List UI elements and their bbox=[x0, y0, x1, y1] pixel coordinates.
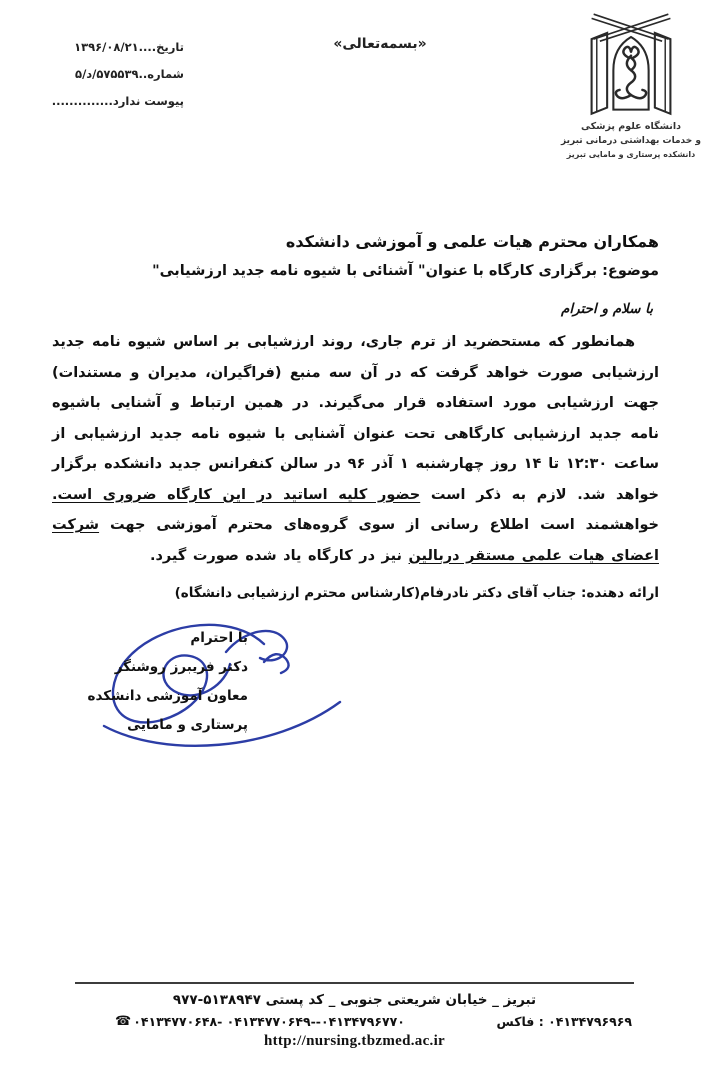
footer-address: تبریز _ خیابان شریعتی جنوبی _ کد پستی ۵۱۳۸۹۴۷-۹۷۷ bbox=[172, 992, 537, 1008]
logo-line3: دانشکده پرستاری و مامایی تبریز bbox=[566, 149, 696, 159]
phone-numbers: ۰۴۱۳۴۷۷۰۶۴۸- ۰۴۱۳۴۷۷۰۶۴۹--۰۴۱۳۴۷۹۶۷۷۰ bbox=[133, 1014, 405, 1029]
presenter-line: ارائه دهنده: جناب آقای دکتر نادرفام(کارشناس محترم ارزشیابی دانشگاه) bbox=[174, 585, 659, 601]
date-label: تاریخ bbox=[156, 40, 184, 54]
phone-icon: ☎ bbox=[115, 1014, 132, 1029]
attachment-line: پیوست ندارد.............. bbox=[51, 94, 184, 108]
signature-respect: با احترام bbox=[190, 630, 248, 646]
body-segment: شرکت اعضای هیات علمی مستقر دربالین bbox=[52, 517, 659, 564]
recipient-heading: همکاران محترم هیات علمی و آموزشی دانشکده bbox=[285, 232, 659, 251]
fax-number: ۰۴۱۳۴۷۹۶۹۶۹ : فاکس bbox=[496, 1014, 632, 1029]
body-segment: نیز در کارگاه یاد شده صورت گیرد. bbox=[149, 547, 409, 564]
number-value: ۵۷۵۵۳۹/د/۵ bbox=[75, 67, 139, 81]
logo-line2: و خدمات بهداشتی درمانی تبریز bbox=[561, 135, 701, 146]
logo-text bbox=[561, 120, 701, 161]
footer-divider bbox=[75, 982, 634, 984]
signature-title2: پرستاری و مامایی bbox=[127, 717, 248, 733]
besmellah: «بسمه‌تعالی» bbox=[333, 36, 427, 52]
subject-line: موضوع: برگزاری کارگاه با عنوان" آشنائی با شیوه نامه جدید ارزشیابی" bbox=[152, 263, 659, 279]
body-segment: حضور کلیه اساتید در این کارگاه ضروری است. bbox=[52, 486, 421, 503]
number-line bbox=[14, 67, 184, 81]
footer bbox=[75, 982, 634, 1050]
signature-title1: معاون آموزشی دانشکده bbox=[87, 688, 248, 704]
date-dots: .... bbox=[138, 40, 157, 54]
body-segment: خواهشمند است اطلاع رسانی از سوی گروه‌های محترم آموزشی جهت bbox=[99, 517, 659, 533]
salutation: با سلام و احترام bbox=[561, 301, 653, 317]
header-meta bbox=[14, 40, 184, 121]
signature-name: دکتر فریبرز روشنگر bbox=[114, 659, 248, 675]
body-segment: همانطور که مستحضرید از ترم جاری، روند ارزشیابی بر اساس شیوه نامه جدید ارزشیابی صورت خواهد گرفت که در آن سه منبع (فراگیران، مدیران و مستندات) جهت ارزشیابی مورد استفاده قرار می‌گیرند. در همین ارتباط و آشنایی باشیوه نامه جدید ارزشیابی کارگاهی تحت عنوان آشنایی با شیوه نامه جدید ارزشیابی از ساعت ۱۲:۳۰ تا ۱۴ روز چهارشنبه ۱ آذر ۹۶ در سالن کنفرانس جدید دانشکده برگزار خواهد شد. لازم به ذکر است bbox=[52, 334, 659, 503]
letter-content bbox=[52, 232, 659, 607]
university-logo bbox=[561, 8, 701, 161]
signature-block bbox=[87, 630, 248, 746]
number-dots: .. bbox=[138, 67, 148, 81]
website-url: http://nursing.tbzmed.ac.ir bbox=[263, 1033, 446, 1049]
logo-line1: دانشگاه علوم پزشکی bbox=[581, 121, 681, 132]
phones-group bbox=[115, 1014, 405, 1029]
body-paragraph bbox=[52, 327, 659, 571]
date-value: ۱۳۹۶/۰۸/۲۱ bbox=[74, 40, 139, 54]
university-emblem-icon bbox=[579, 8, 683, 120]
footer-phones-line bbox=[75, 1014, 634, 1029]
number-label: شماره bbox=[147, 67, 184, 81]
date-line bbox=[14, 40, 184, 54]
